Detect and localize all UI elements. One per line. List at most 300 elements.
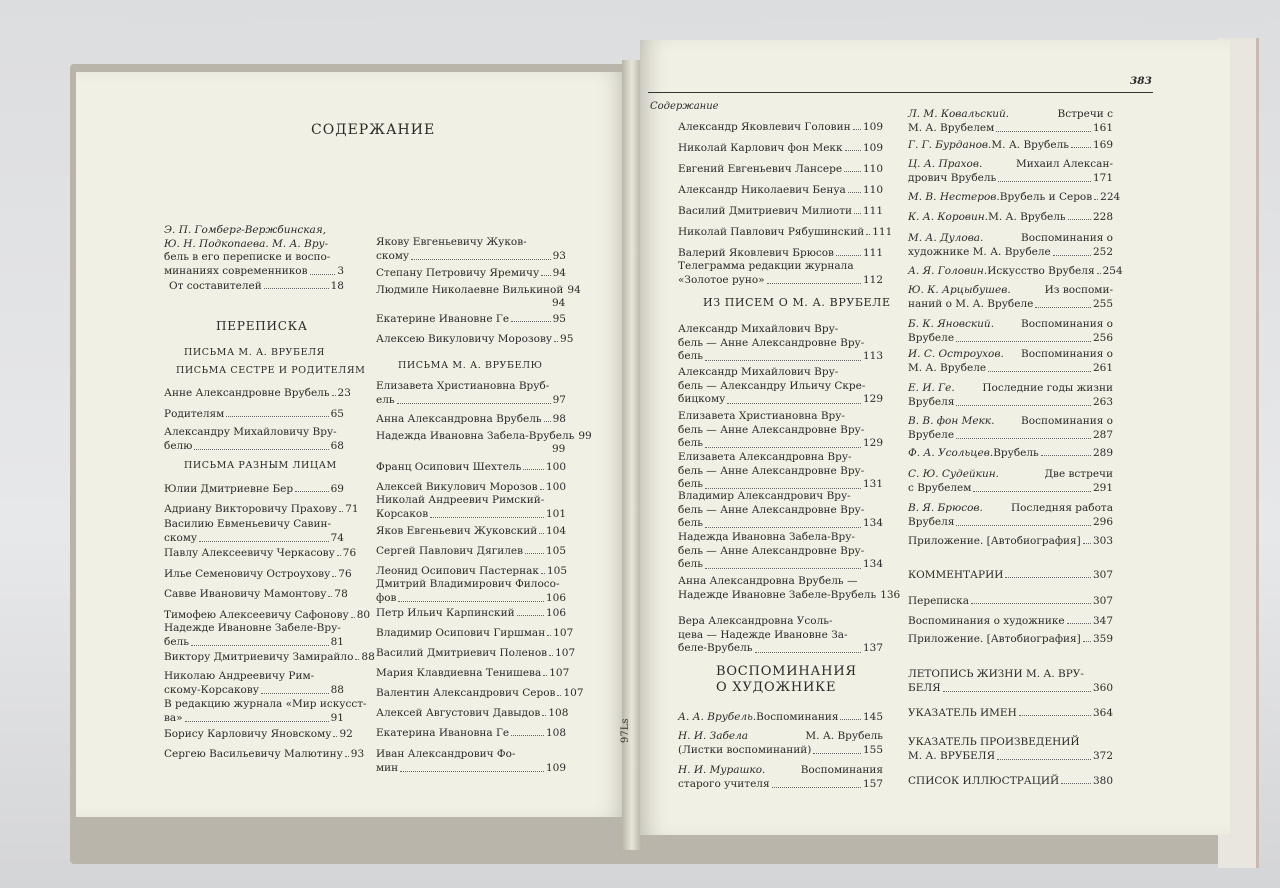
entry-line	[678, 558, 883, 572]
entry-author: М. В. Нестеров.	[908, 191, 1000, 203]
entry-line	[678, 504, 883, 518]
entry-text: Александр Михайлович Вру-	[678, 366, 839, 378]
toc-entry	[678, 225, 893, 239]
entry-text: ель	[376, 393, 395, 406]
toc-entry	[678, 366, 883, 407]
entry-line	[678, 274, 883, 288]
toc-entry	[908, 382, 1113, 409]
entry-title: Борису Карловичу Яновскому	[164, 728, 332, 740]
toc-entry	[164, 727, 353, 741]
entry-text: скому-Корсакову	[164, 683, 259, 696]
dot-leader	[557, 695, 561, 696]
entry-title: Тимофею Алексеевичу Сафонову	[164, 608, 349, 621]
entry-title: Франц Осипович Шехтель	[376, 461, 522, 473]
page-number: 108	[545, 727, 566, 739]
entry-line	[164, 265, 344, 279]
entry-text: бель — Александру Ильичу Скре-	[678, 379, 866, 392]
entry-title: УКАЗАТЕЛЬ ИМЕН	[908, 707, 1017, 719]
page-number: 113	[862, 350, 883, 362]
toc-entry	[678, 260, 883, 287]
entry-line	[376, 592, 566, 606]
dot-leader	[705, 517, 861, 528]
entry-text: ва»	[164, 711, 183, 724]
entry-line	[678, 260, 883, 274]
dot-leader	[866, 234, 870, 235]
page-number: 109	[862, 142, 883, 154]
page-number: 94	[552, 267, 566, 279]
page-number: 157	[862, 777, 883, 790]
entry-title: Искусство Врубеля	[987, 265, 1095, 277]
entry-title: Владимир Осипович Гиршман	[376, 627, 546, 639]
entry-author: Ц. А. Прахов.	[908, 158, 983, 170]
entry-line	[908, 468, 1113, 482]
toc-entry	[678, 141, 883, 155]
toc-entry	[908, 632, 1113, 646]
entry-title: Степану Петровичу Яремичу	[376, 267, 540, 279]
toc-entry	[678, 575, 901, 602]
toc-entry	[376, 312, 566, 326]
entry-title: Сергей Павлович Дягилев	[376, 545, 523, 557]
dot-leader	[540, 489, 544, 490]
toc-entry	[164, 482, 344, 496]
entry-line	[908, 668, 1113, 682]
dot-leader	[853, 129, 861, 130]
toc-entry	[678, 615, 883, 656]
dot-leader	[943, 682, 1091, 693]
toc-entry	[678, 162, 883, 176]
dot-leader	[397, 394, 551, 405]
toc-entry	[376, 626, 574, 640]
dot-leader	[332, 395, 336, 396]
entry-line	[376, 508, 566, 522]
dot-leader	[845, 150, 861, 151]
entry-text: бель — Анне Александровне Вру-	[678, 464, 865, 477]
page-number: 256	[1092, 331, 1113, 344]
entry-text: бель — Анне Александровне Вру-	[678, 503, 865, 516]
dot-leader	[956, 516, 1091, 527]
entry-title: М. А. Врубель	[988, 211, 1066, 223]
entry-line	[678, 451, 883, 465]
entry-title: Василий Дмитриевич Милиоти	[678, 205, 853, 217]
entry-line	[376, 748, 566, 762]
entry-line	[908, 396, 1113, 410]
page-number: 359	[1092, 633, 1113, 645]
toc-entry	[376, 480, 566, 494]
dot-leader	[517, 615, 544, 616]
toc-entry	[678, 323, 883, 364]
page-number: 107	[549, 667, 570, 679]
entry-title: Николай Карлович фон Мекк	[678, 142, 843, 154]
page-number: 98	[552, 413, 566, 425]
entry-text: УКАЗАТЕЛЬ ПРОИЗВЕДЕНИЙ	[908, 736, 1080, 748]
toc-entry	[164, 386, 351, 400]
page-number: 109	[862, 121, 883, 133]
toc-entry	[908, 568, 1113, 582]
entry-text: беле-Врубель	[678, 642, 753, 654]
entry-text: Воспоминания о	[1021, 232, 1113, 244]
dot-leader	[705, 478, 861, 489]
page-number: 263	[1092, 395, 1113, 408]
toc-entry	[908, 534, 1113, 548]
toc-entry	[376, 606, 566, 620]
page-number: 111	[872, 226, 893, 238]
entry-line	[908, 429, 1113, 443]
toc-entry	[376, 332, 574, 346]
page-number: 112	[862, 273, 883, 286]
toc-entry	[908, 468, 1113, 495]
dot-leader	[1005, 577, 1091, 578]
entry-title: КОММЕНТАРИИ	[908, 569, 1004, 581]
entry-title: Анне Александровне Врубель	[164, 387, 330, 399]
dot-leader	[328, 596, 332, 597]
page-number: 71	[345, 503, 359, 515]
dot-leader	[844, 171, 861, 172]
entry-text: Две встречи	[1044, 468, 1113, 480]
entry-title: Родителям	[164, 408, 225, 420]
entry-text: бель	[678, 517, 703, 529]
entry-author: Н. И. Мурашко.	[678, 764, 766, 776]
entry-text: мин	[376, 761, 399, 774]
toc-entry	[678, 204, 883, 218]
entry-title: Петр Ильич Карпинский	[376, 607, 515, 619]
page-number: 137	[862, 642, 883, 654]
entry-text: бель — Анне Александровне Вру-	[678, 544, 865, 557]
entry-line	[164, 426, 344, 440]
entry-line	[908, 332, 1113, 346]
toc-entry	[908, 774, 1113, 788]
entry-text: Врубеля	[908, 395, 955, 408]
dot-leader	[1071, 147, 1091, 148]
entry-line	[908, 482, 1113, 496]
page-number: 76	[338, 567, 352, 580]
page-number: 74	[330, 531, 344, 544]
dot-leader	[339, 511, 343, 512]
entry-text: Воспоминания	[800, 764, 883, 776]
entry-text: Якову Евгеньевичу Жуков-	[376, 236, 527, 248]
dot-leader	[1061, 783, 1091, 784]
entry-text: Владимир Александрович Вру-	[678, 490, 851, 502]
toc-entry	[908, 210, 1113, 224]
entry-title: Юлии Дмитриевне Бер	[164, 483, 294, 495]
entry-line	[376, 578, 566, 592]
entry-line	[164, 224, 344, 238]
dot-leader	[261, 684, 329, 695]
page-number: 307	[1092, 595, 1113, 607]
entry-title: Александр Яковлевич Головин	[678, 121, 851, 133]
dot-leader	[511, 321, 551, 322]
entry-text: фов	[376, 591, 397, 604]
entry-text: «Золотое руно»	[678, 273, 765, 286]
dot-leader	[191, 636, 329, 647]
page-number: 372	[1092, 749, 1113, 762]
toc-entry	[908, 264, 1123, 278]
entry-title: От составителей	[169, 280, 262, 292]
page-number: 364	[1092, 707, 1113, 719]
toc-entry	[164, 407, 344, 421]
entry-title: Василий Дмитриевич Поленов	[376, 647, 548, 659]
dot-leader	[544, 421, 551, 422]
page-number: 145	[862, 711, 883, 723]
page-number: 347	[1092, 615, 1113, 627]
entry-text: бель — Анне Александровне Вру-	[678, 423, 865, 436]
entry-line	[164, 532, 344, 546]
dot-leader	[956, 396, 1091, 407]
dot-leader	[971, 603, 1091, 604]
entry-title: Екатерине Ивановне Ге	[376, 313, 510, 325]
page-number: 254	[1102, 265, 1123, 277]
entry-line	[908, 172, 1113, 186]
entry-line	[164, 670, 344, 684]
entry-line	[908, 750, 1113, 764]
entry-text: бель	[164, 635, 189, 648]
subsection-letters-vrubel: ПИСЬМА М. А. ВРУБЕЛЯ	[184, 347, 325, 358]
dot-leader	[1094, 199, 1098, 200]
entry-title: Савве Ивановичу Мамонтову	[164, 588, 327, 600]
page-number: 106	[545, 591, 566, 604]
entry-text: Надежде Ивановне Забеле-Врубель	[678, 588, 877, 601]
entry-title: Валентин Александрович Серов	[376, 687, 556, 699]
entry-text: Воспоминания о	[1021, 348, 1113, 360]
page-number: 360	[1092, 681, 1113, 694]
entry-line	[164, 712, 344, 726]
entry-line	[678, 615, 883, 629]
entry-line	[376, 394, 566, 408]
entry-line	[376, 430, 592, 444]
page-number: 94	[567, 284, 581, 296]
toc-entry	[376, 748, 566, 775]
entry-text: Елизавета Христиановна Вруб-	[376, 380, 550, 392]
toc-entry	[164, 426, 344, 453]
entry-line	[908, 284, 1113, 298]
toc-entry	[376, 564, 566, 578]
entry-text: с Врубелем	[908, 481, 972, 494]
page-number: 99	[552, 443, 566, 455]
entry-author: А. Я. Головин.	[908, 265, 988, 277]
dot-leader	[549, 655, 553, 656]
page-number: 129	[862, 393, 883, 405]
entry-text: Николай Андреевич Римский-	[376, 494, 545, 506]
dot-leader	[1041, 455, 1091, 456]
entry-line	[908, 232, 1113, 246]
page-number: 107	[555, 647, 576, 659]
entry-author: Н. И. Забела	[678, 730, 749, 742]
entry-line	[376, 284, 581, 298]
from-compilers-entry	[169, 279, 344, 293]
entry-title: Виктору Дмитриевичу Замирайло	[164, 651, 354, 663]
dot-leader	[525, 553, 544, 554]
entry-text: Людмиле Николаевне Вилькиной	[376, 284, 564, 296]
entry-text: Елизавета Александровна Вру-	[678, 451, 852, 463]
entry-title: Яков Евгеньевич Жуковский	[376, 525, 538, 537]
dot-leader	[355, 659, 359, 660]
entry-text: Воспоминания о	[1021, 318, 1113, 330]
toc-entry	[164, 502, 359, 516]
page-number: 107	[553, 627, 574, 639]
page-number: 307	[1092, 569, 1113, 581]
entry-line	[376, 762, 566, 776]
toc-entry	[678, 451, 883, 492]
entry-text: цева — Надежде Ивановне За-	[678, 628, 848, 641]
page-number: 296	[1092, 515, 1113, 528]
page-number: 252	[1092, 245, 1113, 258]
entry-line	[678, 350, 883, 364]
page-number: 93	[350, 748, 365, 760]
dot-leader	[194, 440, 328, 451]
entry-line	[678, 531, 883, 545]
entry-author: Б. К. Яновский.	[908, 318, 995, 330]
entry-line	[678, 588, 901, 603]
dot-leader	[199, 532, 329, 543]
entry-author: С. Ю. Судейкин.	[908, 468, 999, 480]
entry-title: Анна Александровна Врубель	[376, 413, 542, 425]
dot-leader	[956, 332, 1091, 343]
entry-title: Александр Николаевич Бенуа	[678, 184, 846, 196]
toc-entry	[376, 686, 584, 700]
dot-leader	[727, 393, 861, 404]
page-number: 110	[862, 184, 883, 196]
dot-leader	[997, 750, 1091, 761]
section-correspondence: ПЕРЕПИСКА	[216, 319, 308, 333]
toc-entry	[908, 594, 1113, 608]
toc-entry	[164, 546, 357, 560]
entry-author: В. В. фон Мекк.	[908, 415, 995, 427]
page-number: 131	[862, 478, 883, 490]
dot-leader	[554, 341, 558, 342]
dot-leader	[541, 573, 545, 574]
page-number: 104	[545, 525, 566, 537]
dot-leader	[1035, 298, 1091, 309]
entry-text: Э. П. Гомберг-Вержбинская,	[164, 224, 327, 236]
entry-text: М. А. Врубель	[805, 730, 883, 742]
entry-text: Врубеле	[908, 331, 955, 344]
entry-line	[908, 415, 1113, 429]
entry-text: бель	[678, 437, 703, 449]
entry-line	[678, 366, 883, 380]
toc-entry	[908, 614, 1113, 628]
page-number: 111	[862, 205, 883, 217]
entry-author: Ю. К. Арцыбушев.	[908, 284, 1011, 296]
entry-author: К. А. Коровин.	[908, 211, 989, 223]
intro-entry	[164, 224, 344, 278]
page-number: 101	[545, 507, 566, 520]
entry-line	[164, 238, 344, 252]
entry-text: Врубеле	[908, 428, 955, 441]
page-number: 65	[330, 408, 344, 420]
page-number: 107	[563, 687, 584, 699]
entry-text: Василию Евменьевичу Савин-	[164, 518, 332, 530]
toc-entry	[908, 232, 1113, 259]
dot-leader	[539, 533, 544, 534]
entry-title: Приложение. [Автобиография]	[908, 535, 1081, 547]
page-number: 76	[342, 547, 357, 559]
entry-author: Л. М. Ковальский.	[908, 108, 1010, 120]
entry-line	[908, 318, 1113, 332]
dot-leader	[1019, 715, 1091, 716]
entry-text: Последняя работа	[1011, 502, 1113, 514]
entry-title: М. А. Врубель	[991, 139, 1069, 151]
entry-line	[908, 502, 1113, 516]
entry-line	[908, 246, 1113, 260]
entry-line	[908, 108, 1113, 122]
subsection-letters-family: ПИСЬМА СЕСТРЕ И РОДИТЕЛЯМ	[176, 365, 366, 376]
toc-entry	[164, 698, 367, 725]
entry-title: Павлу Алексеевичу Черкасову	[164, 547, 335, 559]
entry-author: А. А. Врубель.	[678, 711, 757, 723]
entry-line	[908, 348, 1113, 362]
dot-leader	[988, 362, 1091, 373]
toc-entry	[908, 138, 1113, 152]
entry-text: бель — Анне Александровне Вру-	[678, 336, 865, 349]
entry-title: Алексею Викуловичу Морозову	[376, 333, 553, 345]
entry-author: Е. И. Ге.	[908, 382, 955, 394]
entry-line	[164, 622, 344, 636]
toc-entry	[376, 460, 566, 474]
dot-leader	[400, 762, 544, 773]
toc-entry	[908, 158, 1113, 185]
entry-text: старого учителя	[678, 777, 770, 790]
entry-text: минаниях современников	[164, 264, 308, 277]
subsection-letters-various: ПИСЬМА РАЗНЫМ ЛИЦАМ	[184, 460, 337, 471]
entry-title: Воспоминания о художнике	[908, 615, 1065, 627]
page-number: 95	[560, 333, 574, 345]
entry-line	[376, 250, 566, 264]
entry-text: наний о М. А. Врубеле	[908, 297, 1034, 310]
entry-text: бель в его переписке и воспо-	[164, 251, 331, 263]
toc-entry	[376, 706, 569, 720]
page-number: 105	[545, 545, 566, 557]
entry-title: Алексей Августович Давыдов	[376, 707, 541, 719]
page-number: 303	[1092, 535, 1113, 547]
entry-title: Адриану Викторовичу Прахову	[164, 503, 338, 515]
entry-line	[164, 636, 344, 650]
dot-leader	[705, 558, 861, 569]
page-number: 134	[862, 558, 883, 570]
entry-line	[164, 440, 344, 454]
page-number: 68	[330, 439, 344, 452]
entry-title: Валерий Яковлевич Брюсов	[678, 247, 834, 259]
entry-author: В. Я. Брюсов.	[908, 502, 983, 514]
page-number: 91	[330, 711, 344, 724]
entry-line	[908, 736, 1113, 750]
entry-text: Корсаков	[376, 507, 429, 520]
toc-entry	[164, 608, 371, 622]
dot-leader	[543, 675, 547, 676]
entry-title: Врубель	[993, 447, 1039, 459]
entry-text: белю	[164, 439, 193, 452]
entry-text: Воспоминания о	[1021, 415, 1113, 427]
entry-text: бель	[678, 558, 703, 570]
toc-entry	[678, 531, 883, 572]
toc-entry	[908, 284, 1113, 311]
entry-text: дрович Врубель	[908, 171, 997, 184]
entry-line	[678, 629, 883, 643]
toc-entry	[376, 494, 566, 521]
entry-line	[164, 251, 344, 265]
dot-leader	[264, 288, 329, 289]
entry-line	[164, 518, 344, 532]
entry-text: Ю. Н. Подкопаева. М. А. Вру-	[164, 237, 329, 250]
entry-line	[678, 517, 883, 531]
entry-title: Илье Семеновичу Остроухову	[164, 567, 331, 580]
entry-line	[376, 380, 566, 394]
dot-leader	[836, 255, 861, 256]
page-number: 291	[1092, 481, 1113, 494]
dot-leader	[755, 642, 861, 653]
toc-entry	[908, 190, 1121, 204]
dot-leader	[705, 350, 861, 361]
entry-line	[908, 362, 1113, 376]
page-number-header: 383	[1130, 75, 1152, 87]
